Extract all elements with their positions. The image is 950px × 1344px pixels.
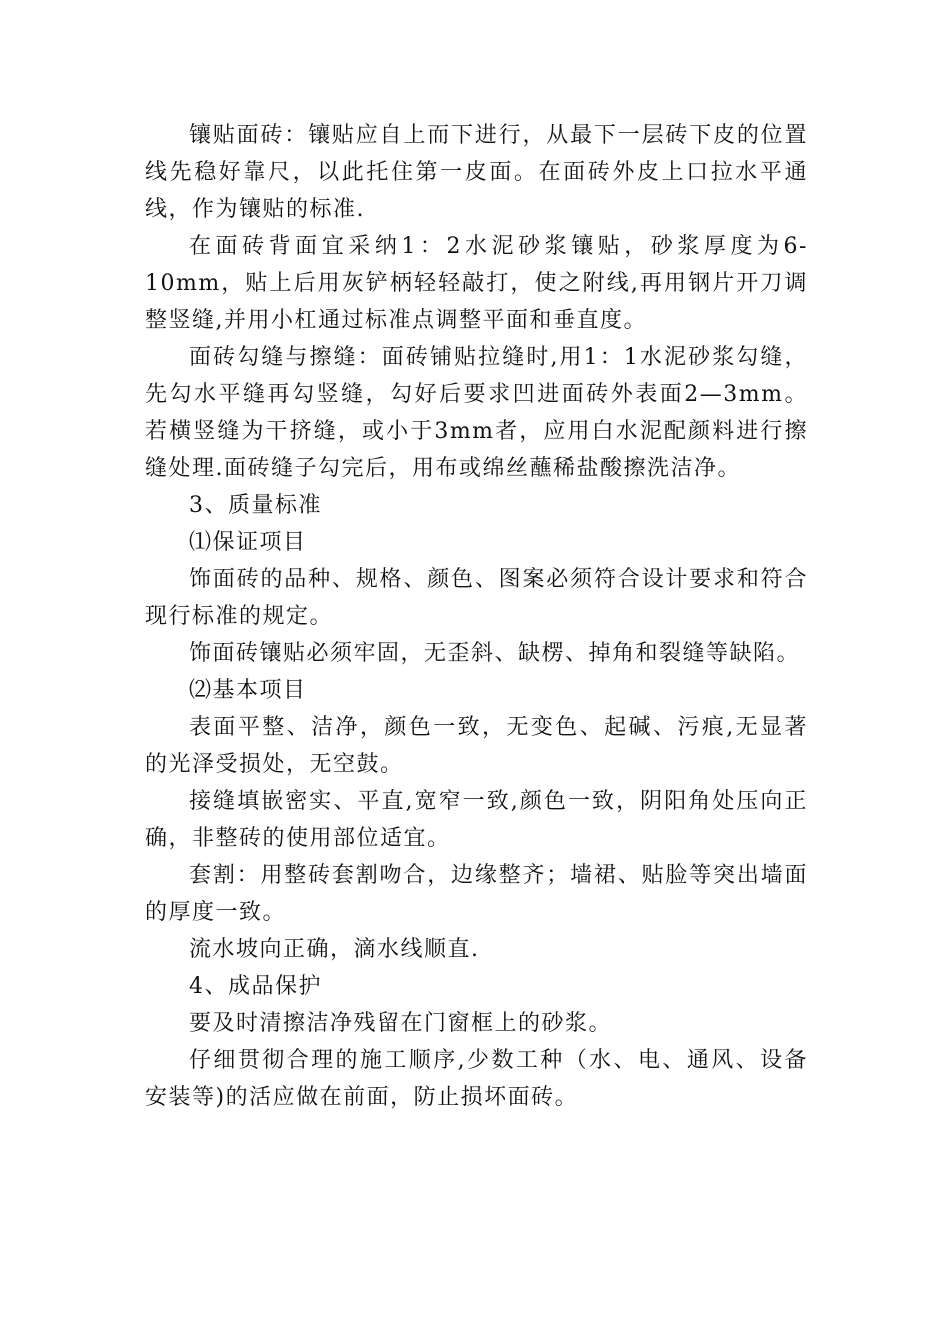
paragraph-surface-flatness: 表面平整、洁净，颜色一致，无变色、起碱、污痕,无显著的光泽受损处，无空鼓。 — [145, 715, 808, 777]
paragraph-tile-requirements: 饰面砖的品种、规格、颜色、图案必须符合设计要求和符合现行标准的规定。 — [145, 567, 808, 629]
paragraph-mortar-application: 在面砖背面宜采纳1：2水泥砂浆镶贴，砂浆厚度为6-10mm，贴上后用灰铲柄轻轻敲打，使之附线,再用钢片开刀调整竖缝,并用小杠通过标准点调整平面和垂直度。 — [145, 234, 808, 333]
paragraph-jointing: 面砖勾缝与擦缝：面砖铺贴拉缝时,用1：1水泥砂浆勾缝，先勾水平缝再勾竖缝，勾好后要求凹进面砖外表面2—3mm。若横竖缝为干挤缝，或小于3mm者，应用白水泥配颜料进行擦缝处理.面砖缝子勾完后，用布或绵丝蘸稀盐酸擦洗洁净。 — [145, 345, 808, 481]
paragraph-cutting: 套割：用整砖套割吻合，边缘整齐；墙裙、贴脸等突出墙面的厚度一致。 — [145, 863, 808, 925]
heading-product-protection: 4、成品保护 — [189, 974, 322, 999]
heading-guaranteed-items: ⑴保证项目 — [189, 530, 307, 555]
paragraph-construction-order: 仔细贯彻合理的施工顺序,少数工种（水、电、通风、设备安装等)的活应做在前面，防止损坏面砖。 — [145, 1048, 808, 1110]
document-page — [145, 117, 808, 1116]
paragraph-joint-filling: 接缝填嵌密实、平直,宽窄一致,颜色一致，阴阳角处压向正确，非整砖的使用部位适宜。 — [145, 789, 808, 851]
heading-basic-items: ⑵基本项目 — [189, 678, 307, 703]
paragraph-tile-firmness: 饰面砖镶贴必须牢固，无歪斜、缺楞、掉角和裂缝等缺陷。 — [189, 641, 801, 666]
paragraph-clean-mortar: 要及时清擦洁净残留在门窗框上的砂浆。 — [189, 1011, 613, 1036]
paragraph-drainage: 流水坡向正确，滴水线顺直. — [189, 937, 480, 962]
paragraph-tile-setting: 镶贴面砖：镶贴应自上而下进行，从最下一层砖下皮的位置线先稳好靠尺，以此托住第一皮面。在面砖外皮上口拉水平通线，作为镶贴的标准. — [145, 123, 808, 222]
heading-quality-standard: 3、质量标准 — [189, 493, 322, 518]
